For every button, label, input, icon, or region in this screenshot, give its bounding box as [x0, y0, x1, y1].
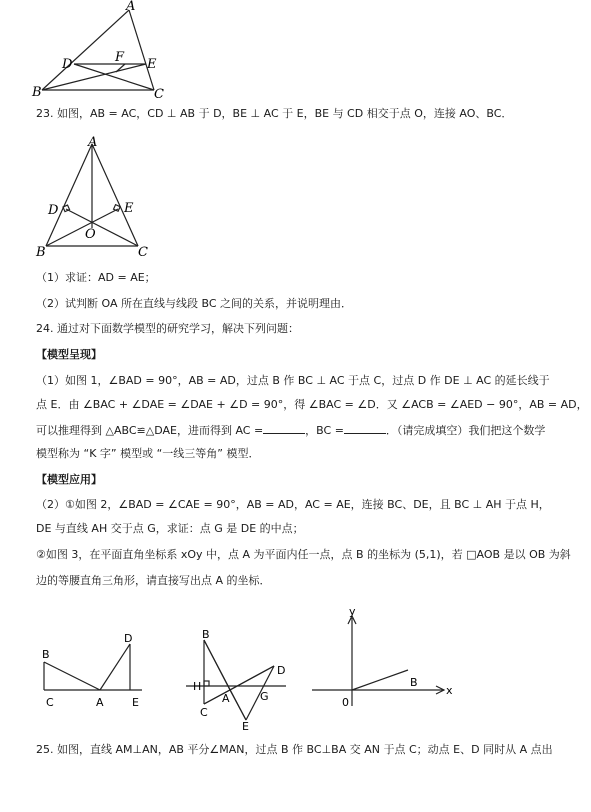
- answer-blank-ac[interactable]: [263, 422, 305, 434]
- fig-label: D: [277, 664, 286, 677]
- fig-label: C: [138, 245, 148, 260]
- q24-p3-line2: 边的等腰直角三角形，请直接写出点 A 的坐标．: [36, 574, 271, 587]
- q24-p1-line3-b: ，BC =: [305, 424, 344, 437]
- fig-label: D: [62, 57, 73, 72]
- fig-label: D: [48, 203, 59, 218]
- q24-p1-line4: 模型称为 “K 字” 模型或 “一线三等角” 模型．: [36, 447, 260, 460]
- q24-section-model: 【模型呈现】: [36, 348, 102, 361]
- answer-blank-bc[interactable]: [344, 422, 386, 434]
- q23-header: 23. 如图，AB = AC，CD ⊥ AB 于 D，BE ⊥ AC 于 E，BE 与 CD 相交于点 O，连接 AO、BC．: [36, 107, 513, 120]
- top-triangle-figure: [30, 0, 170, 100]
- fig-label: y: [349, 606, 356, 618]
- fig-label: C: [154, 87, 164, 100]
- q24-p1-line3-a: 可以推理得到 △ABC≌△DAE，进而得到 AC =: [36, 424, 264, 437]
- q24-p1-line3: [36, 422, 545, 438]
- q24-p2-line1: （2）①如图 2，∠BAD = ∠CAE = 90°，AB = AD，AC = AE，连接 BC、DE，且 BC ⊥ AH 于点 H，: [36, 498, 550, 511]
- q24-figure-3: [308, 606, 458, 712]
- fig-label: 0: [342, 696, 349, 709]
- q25-header: 25. 如图，直线 AM⊥AN，AB 平分∠MAN，过点 B 作 BC⊥BA 交 AN 于点 C；动点 E、D 同时从 A 点出: [36, 743, 553, 756]
- fig-label: C: [46, 696, 54, 709]
- fig-label: B: [32, 85, 42, 100]
- fig-label: E: [147, 57, 157, 72]
- fig-label: B: [410, 676, 418, 689]
- q24-figure-1: [38, 628, 148, 714]
- q24-p2-line2: DE 与直线 AH 交于点 G，求证：点 G 是 DE 的中点；: [36, 522, 304, 535]
- fig-label: D: [124, 632, 133, 645]
- fig-label: B: [202, 628, 210, 641]
- fig-label: A: [88, 135, 98, 150]
- fig-label: A: [222, 692, 230, 705]
- fig-label: E: [124, 201, 134, 216]
- q24-section-apply: 【模型应用】: [36, 473, 102, 486]
- fig-label: O: [85, 227, 96, 242]
- fig-label: B: [42, 648, 50, 661]
- fig-label: B: [36, 245, 46, 260]
- q24-p1-line1: （1）如图 1，∠BAD = 90°，AB = AD，过点 B 作 BC ⊥ AC 于点 C，过点 D 作 DE ⊥ AC 的延长线于: [36, 374, 550, 387]
- q24-p1-line2: 点 E．由 ∠BAC + ∠DAE = ∠DAE + ∠D = 90°，得 ∠BAC = ∠D．又 ∠ACB = ∠AED − 90°，AB = AD，: [36, 398, 588, 411]
- fig-label: F: [115, 50, 125, 65]
- fig-label: A: [96, 696, 104, 709]
- fig-label: C: [200, 706, 208, 719]
- q23-part2: （2）试判断 OA 所在直线与线段 BC 之间的关系，并说明理由．: [36, 297, 353, 310]
- q24-p1-line3-c: ．（请完成填空）我们把这个数学: [385, 424, 546, 437]
- fig-label: E: [242, 720, 249, 732]
- q23-figure: [34, 134, 154, 260]
- fig-label: G: [260, 690, 269, 703]
- q24-figure-2: [184, 628, 294, 732]
- fig-label: H: [193, 680, 202, 693]
- fig-label: x: [446, 684, 453, 697]
- q23-part1: （1）求证：AD = AE；: [36, 271, 156, 284]
- q24-p3-line1: ②如图 3，在平面直角坐标系 xOy 中，点 A 为平面内任一点，点 B 的坐标为 (5,1)，若 □AOB 是以 OB 为斜: [36, 548, 571, 561]
- fig-label: E: [132, 696, 139, 709]
- fig-label: A: [126, 0, 136, 14]
- q24-header: 24. 通过对下面数学模型的研究学习，解决下列问题：: [36, 322, 299, 335]
